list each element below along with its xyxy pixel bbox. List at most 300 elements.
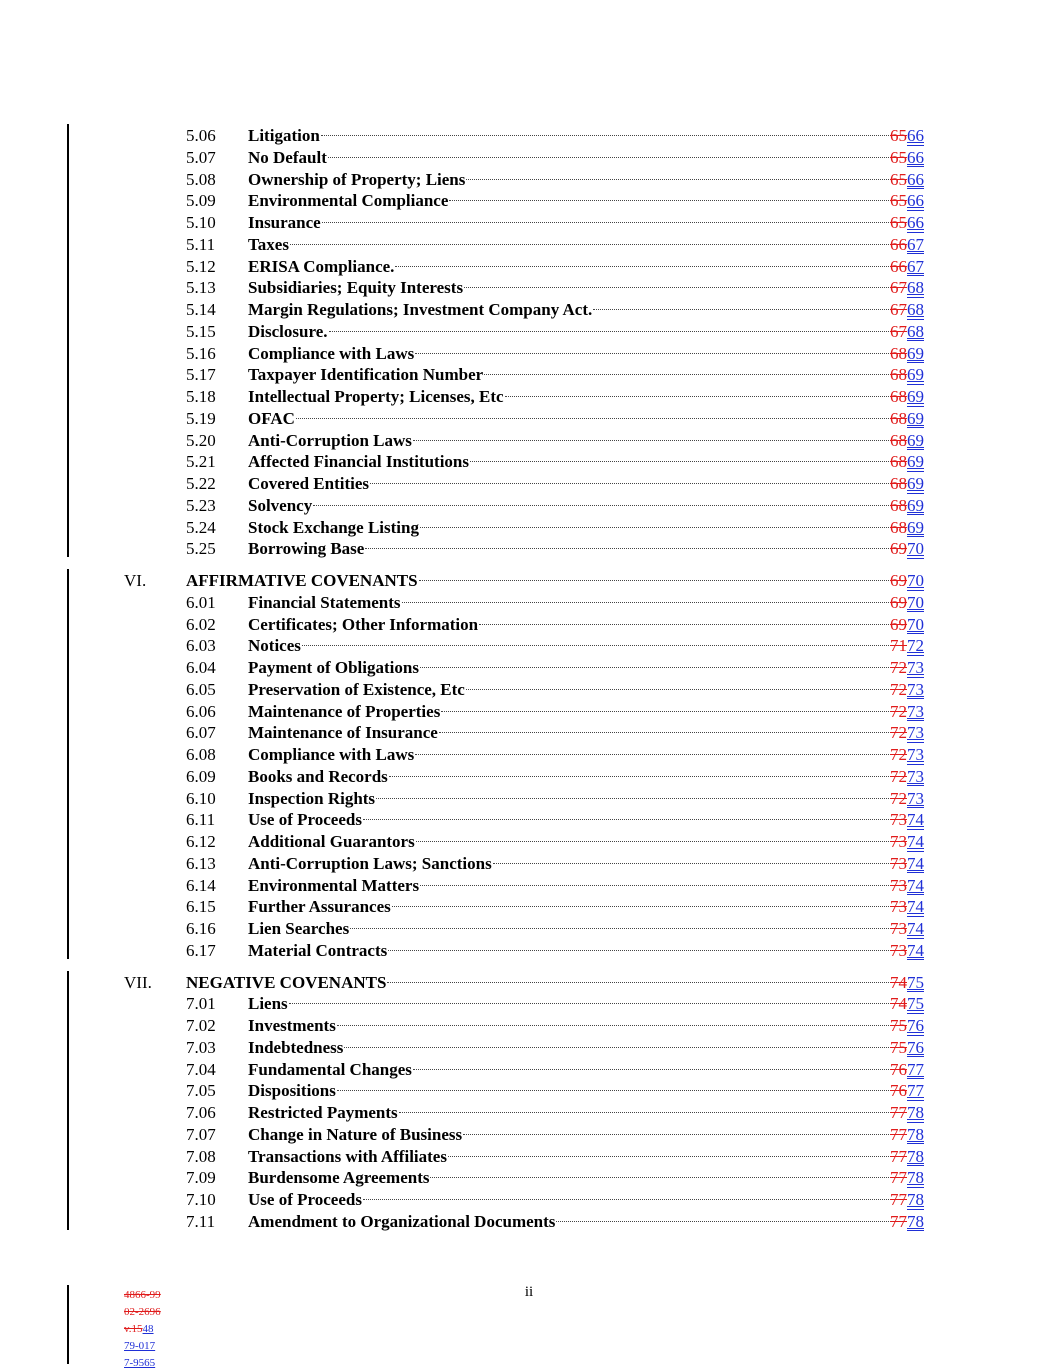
doc-id-inserted-line-2: 79-017: [124, 1340, 156, 1352]
dot-leader: [420, 885, 889, 886]
dot-leader: [290, 244, 889, 245]
dot-leader: [470, 461, 889, 462]
deleted-page-number: 72: [890, 766, 907, 786]
section-number: 6.05: [186, 679, 216, 699]
section-number: 7.07: [186, 1124, 216, 1144]
inserted-page-number[interactable]: 66: [907, 191, 924, 211]
inserted-page-number[interactable]: 73: [907, 788, 924, 808]
dot-leader: [464, 287, 889, 288]
section-number: 6.08: [186, 745, 216, 764]
section-number: 6.01: [186, 592, 216, 612]
page-reference: [890, 125, 924, 146]
entry-leader-line: [248, 256, 924, 277]
toc-entry[interactable]: [0, 1189, 1055, 1210]
toc-entry[interactable]: [0, 451, 1055, 472]
section-number: 5.11: [186, 234, 216, 254]
page-reference: [890, 853, 924, 874]
dot-leader: [430, 1177, 889, 1178]
inserted-page-number[interactable]: 68: [907, 278, 924, 298]
entry-leader-line: [186, 570, 924, 591]
section-number: 5.13: [186, 278, 216, 298]
deleted-page-number: 75: [890, 1037, 907, 1057]
toc-entry[interactable]: [0, 125, 1055, 146]
page-reference: [890, 972, 924, 993]
dot-leader: [289, 1003, 889, 1004]
deleted-page-number: 68: [890, 474, 907, 493]
deleted-page-number: 67: [890, 300, 907, 319]
dot-leader: [344, 1047, 889, 1048]
dot-leader: [413, 1069, 889, 1070]
inserted-page-number[interactable]: 67: [907, 256, 924, 276]
section-title: Investments: [248, 1016, 336, 1035]
section-title: Amendment to Organizational Documents: [248, 1211, 556, 1231]
deleted-page-number: 65: [890, 126, 907, 145]
inserted-page-number[interactable]: 77: [907, 1081, 924, 1101]
entry-leader-line: [248, 277, 924, 298]
section-number: 5.08: [186, 169, 216, 189]
page-reference: [890, 451, 924, 472]
deleted-page-number: 73: [890, 810, 907, 830]
dot-leader: [463, 1134, 889, 1135]
dot-leader: [439, 732, 889, 733]
entry-leader-line: [248, 1080, 924, 1101]
inserted-page-number[interactable]: 73: [907, 766, 924, 786]
toc-entry[interactable]: [0, 657, 1055, 678]
section-title: Litigation: [248, 126, 320, 145]
toc-article-heading[interactable]: [0, 570, 1055, 591]
deleted-page-number: 69: [890, 571, 907, 590]
toc-entry[interactable]: [0, 364, 1055, 385]
entry-leader-line: [248, 538, 924, 559]
toc-entry[interactable]: [0, 234, 1055, 255]
deleted-page-number: 68: [890, 452, 907, 472]
section-number: 5.21: [186, 452, 216, 472]
dot-leader: [413, 440, 889, 441]
entry-leader-line: [248, 1102, 924, 1123]
dot-leader: [350, 928, 889, 929]
page-number: ii: [524, 1284, 534, 1300]
inserted-page-number[interactable]: 78: [907, 1211, 924, 1231]
section-title: Fundamental Changes: [248, 1059, 412, 1079]
inserted-page-number[interactable]: 75: [907, 994, 924, 1014]
page-reference: [890, 875, 924, 896]
page-reference: [890, 343, 924, 364]
section-number: 5.09: [186, 191, 216, 211]
deleted-page-number: 69: [890, 614, 907, 634]
page-reference: [890, 701, 924, 722]
section-number: 5.19: [186, 408, 216, 428]
inserted-page-number[interactable]: 69: [907, 517, 924, 537]
section-number: 6.07: [186, 723, 216, 743]
page-reference: [890, 147, 924, 168]
dot-leader: [484, 374, 889, 375]
inserted-page-number[interactable]: 70: [907, 592, 924, 612]
toc-entry[interactable]: [0, 592, 1055, 613]
page-reference: [890, 1059, 924, 1080]
inserted-page-number[interactable]: 70: [907, 539, 924, 559]
inserted-page-number[interactable]: 73: [907, 679, 924, 699]
toc-entry[interactable]: [0, 190, 1055, 211]
deleted-page-number: 68: [890, 430, 907, 450]
section-number: 5.18: [186, 387, 216, 406]
section-title: Further Assurances: [248, 897, 391, 917]
inserted-page-number[interactable]: 74: [907, 875, 924, 895]
toc-entry[interactable]: [0, 940, 1055, 961]
page-reference: [890, 1189, 924, 1210]
entry-leader-line: [248, 744, 924, 765]
dot-leader: [392, 906, 889, 907]
section-number: 7.02: [186, 1016, 216, 1035]
toc-entry[interactable]: [0, 614, 1055, 635]
inserted-page-number[interactable]: 67: [907, 234, 924, 254]
section-title: Environmental Compliance: [248, 191, 449, 211]
deleted-page-number: 77: [890, 1124, 907, 1144]
section-number: 6.11: [186, 810, 216, 830]
section-title: Use of Proceeds: [248, 1190, 362, 1209]
section-number: 5.25: [186, 539, 216, 559]
toc-entry[interactable]: [0, 147, 1055, 168]
entry-leader-line: [248, 386, 924, 407]
section-title: Burdensome Agreements: [248, 1168, 430, 1188]
dot-leader: [296, 418, 889, 419]
deleted-page-number: 71: [890, 636, 907, 656]
section-title: Notices: [248, 636, 301, 656]
toc-entry[interactable]: [0, 1015, 1055, 1036]
dot-leader: [402, 602, 889, 603]
toc-entry[interactable]: [0, 1059, 1055, 1080]
section-title: Lien Searches: [248, 919, 350, 938]
doc-id-deleted-line-2: 02-2696: [124, 1306, 161, 1318]
section-title: Material Contracts: [248, 940, 388, 960]
page-reference: [890, 896, 924, 917]
page-reference: [890, 744, 924, 765]
section-number: 7.11: [186, 1211, 216, 1231]
toc-entry[interactable]: [0, 809, 1055, 830]
section-title: Environmental Matters: [248, 875, 420, 895]
deleted-page-number: 76: [890, 1059, 907, 1079]
toc-entry[interactable]: [0, 875, 1055, 896]
page-reference: [890, 1037, 924, 1058]
section-number: 5.15: [186, 321, 216, 341]
toc-entry[interactable]: [0, 277, 1055, 298]
toc-entry[interactable]: [0, 722, 1055, 743]
entry-leader-line: [248, 1037, 924, 1058]
dot-leader: [302, 645, 889, 646]
section-number: 6.12: [186, 832, 216, 851]
toc-entry[interactable]: [0, 1124, 1055, 1145]
section-title: Certificates; Other Information: [248, 614, 479, 634]
entry-leader-line: [248, 592, 924, 613]
dot-leader: [466, 179, 889, 180]
page-reference: [890, 495, 924, 516]
dot-leader: [389, 776, 889, 777]
page-reference: [890, 408, 924, 429]
toc-entry[interactable]: [0, 256, 1055, 277]
section-title: Taxes: [248, 234, 289, 254]
inserted-page-number[interactable]: 70: [907, 571, 924, 590]
entry-leader-line: [248, 896, 924, 917]
dot-leader: [448, 1156, 889, 1157]
toc-article-heading[interactable]: [0, 972, 1055, 993]
inserted-page-number[interactable]: 69: [907, 452, 924, 472]
deleted-page-number: 67: [890, 321, 907, 341]
inserted-page-number[interactable]: 69: [907, 495, 924, 515]
inserted-page-number[interactable]: 73: [907, 723, 924, 743]
deleted-page-number: 69: [890, 539, 907, 559]
section-number: 6.03: [186, 636, 216, 656]
entry-leader-line: [248, 125, 924, 146]
section-number: 6.09: [186, 766, 216, 786]
inserted-page-number[interactable]: 68: [907, 321, 924, 341]
inserted-page-number[interactable]: 74: [907, 832, 924, 851]
inserted-page-number[interactable]: 74: [907, 897, 924, 917]
deleted-page-number: 72: [890, 701, 907, 721]
document-id: [124, 1287, 161, 1372]
toc-entry[interactable]: [0, 473, 1055, 494]
section-title: Change in Nature of Business: [248, 1124, 463, 1144]
deleted-page-number: 72: [890, 658, 907, 677]
page-reference: [890, 831, 924, 852]
toc-entry[interactable]: [0, 1211, 1055, 1232]
deleted-page-number: 66: [890, 256, 907, 276]
section-number: 5.17: [186, 365, 216, 385]
page-reference: [890, 386, 924, 407]
entry-leader-line: [248, 343, 924, 364]
toc-entry[interactable]: [0, 918, 1055, 939]
toc-entry[interactable]: [0, 299, 1055, 320]
entry-leader-line: [248, 212, 924, 233]
entry-leader-line: [248, 1189, 924, 1210]
deleted-page-number: 65: [890, 169, 907, 189]
entry-leader-line: [248, 1146, 924, 1167]
toc-entry[interactable]: [0, 517, 1055, 538]
page-reference: [890, 1080, 924, 1101]
toc-entry[interactable]: [0, 766, 1055, 787]
toc-entry[interactable]: [0, 701, 1055, 722]
section-title: Intellectual Property; Licenses, Etc: [248, 387, 504, 406]
section-title: Compliance with Laws: [248, 745, 415, 764]
entry-leader-line: [248, 788, 924, 809]
section-number: 7.10: [186, 1190, 216, 1209]
entry-leader-line: [248, 408, 924, 429]
dot-leader: [415, 754, 889, 755]
entry-leader-line: [248, 299, 924, 320]
inserted-page-number[interactable]: 74: [907, 810, 924, 830]
section-title: Stock Exchange Listing: [248, 517, 419, 537]
toc-entry[interactable]: [0, 993, 1055, 1014]
toc-entry[interactable]: [0, 788, 1055, 809]
section-number: 6.06: [186, 701, 216, 721]
dot-leader: [420, 667, 889, 668]
page-reference: [890, 918, 924, 939]
inserted-page-number[interactable]: 69: [907, 343, 924, 363]
page-reference: [890, 321, 924, 342]
inserted-page-number[interactable]: 76: [907, 1016, 924, 1035]
page-reference: [890, 657, 924, 678]
entry-leader-line: [248, 234, 924, 255]
section-title: Solvency: [248, 495, 313, 515]
toc-entry[interactable]: [0, 1080, 1055, 1101]
section-title: Financial Statements: [248, 592, 401, 612]
section-title: Compliance with Laws: [248, 343, 415, 363]
deleted-page-number: 68: [890, 495, 907, 515]
toc-entry[interactable]: [0, 430, 1055, 451]
section-title: ERISA Compliance.: [248, 256, 395, 276]
inserted-page-number[interactable]: 73: [907, 701, 924, 721]
deleted-page-number: 77: [890, 1211, 907, 1231]
inserted-page-number[interactable]: 72: [907, 636, 924, 656]
page-reference: [890, 679, 924, 700]
article-title: NEGATIVE COVENANTS: [186, 972, 387, 992]
inserted-page-number[interactable]: 66: [907, 213, 924, 232]
toc-entry[interactable]: [0, 1037, 1055, 1058]
inserted-page-number[interactable]: 66: [907, 169, 924, 189]
inserted-page-number[interactable]: 78: [907, 1146, 924, 1166]
deleted-page-number: 76: [890, 1081, 907, 1101]
inserted-page-number[interactable]: 78: [907, 1124, 924, 1144]
section-number: 6.14: [186, 875, 216, 895]
dot-leader: [505, 396, 889, 397]
dot-leader: [376, 798, 889, 799]
deleted-page-number: 75: [890, 1016, 907, 1035]
section-number: 5.12: [186, 256, 216, 276]
doc-id-inserted-line-3: 7-9565: [124, 1357, 156, 1369]
entry-leader-line: [248, 169, 924, 190]
section-title: Liens: [248, 994, 288, 1014]
toc-entry[interactable]: [0, 321, 1055, 342]
page-reference: [890, 993, 924, 1014]
entry-leader-line: [248, 831, 924, 852]
dot-leader: [441, 711, 889, 712]
entry-leader-line: [248, 430, 924, 451]
inserted-page-number[interactable]: 78: [907, 1190, 924, 1209]
section-title: Preservation of Existence, Etc: [248, 679, 465, 699]
inserted-page-number[interactable]: 73: [907, 658, 924, 677]
inserted-page-number[interactable]: 69: [907, 387, 924, 406]
inserted-page-number[interactable]: 68: [907, 300, 924, 319]
inserted-page-number[interactable]: 70: [907, 614, 924, 634]
toc-entry[interactable]: [0, 1102, 1055, 1123]
toc-entry[interactable]: [0, 896, 1055, 917]
entry-leader-line: [248, 635, 924, 656]
dot-leader: [399, 1112, 889, 1113]
deleted-page-number: 73: [890, 940, 907, 960]
page-reference: [890, 430, 924, 451]
toc-entry[interactable]: [0, 853, 1055, 874]
toc-entry[interactable]: [0, 408, 1055, 429]
deleted-page-number: 73: [890, 875, 907, 895]
deleted-page-number: 68: [890, 343, 907, 363]
section-number: 7.03: [186, 1037, 216, 1057]
toc-entry[interactable]: [0, 744, 1055, 765]
section-number: 7.09: [186, 1168, 216, 1188]
inserted-page-number[interactable]: 66: [907, 147, 924, 167]
section-number: 6.13: [186, 853, 216, 873]
dot-leader: [416, 841, 889, 842]
section-title: Anti-Corruption Laws: [248, 430, 412, 450]
toc-entry[interactable]: [0, 495, 1055, 516]
page-reference: [890, 1124, 924, 1145]
inserted-page-number[interactable]: 74: [907, 919, 924, 938]
inserted-page-number[interactable]: 69: [907, 365, 924, 385]
dot-leader: [479, 624, 889, 625]
deleted-page-number: 74: [890, 972, 907, 992]
inserted-page-number[interactable]: 69: [907, 474, 924, 493]
deleted-page-number: 72: [890, 788, 907, 808]
inserted-page-number[interactable]: 76: [907, 1037, 924, 1057]
page-reference: [890, 1167, 924, 1188]
page-reference: [890, 635, 924, 656]
inserted-page-number[interactable]: 69: [907, 430, 924, 450]
inserted-page-number[interactable]: 77: [907, 1059, 924, 1079]
dot-leader: [370, 483, 889, 484]
page-reference: [890, 940, 924, 961]
toc-entry[interactable]: [0, 679, 1055, 700]
deleted-page-number: 68: [890, 408, 907, 428]
dot-leader: [322, 222, 889, 223]
page-reference: [890, 1211, 924, 1232]
toc-entry[interactable]: [0, 343, 1055, 364]
page-reference: [890, 809, 924, 830]
dot-leader: [388, 950, 889, 951]
toc-entry[interactable]: [0, 212, 1055, 233]
section-title: No Default: [248, 147, 327, 167]
inserted-page-number[interactable]: 75: [907, 972, 924, 992]
toc-entry[interactable]: [0, 1167, 1055, 1188]
entry-leader-line: [248, 875, 924, 896]
inserted-page-number[interactable]: 69: [907, 408, 924, 428]
entry-leader-line: [248, 701, 924, 722]
toc-entry[interactable]: [0, 538, 1055, 559]
deleted-page-number: 77: [890, 1103, 907, 1122]
section-number: 6.10: [186, 788, 216, 808]
inserted-page-number[interactable]: 74: [907, 940, 924, 960]
entry-leader-line: [248, 321, 924, 342]
page-reference: [890, 212, 924, 233]
section-title: Borrowing Base: [248, 539, 365, 559]
toc-entry[interactable]: [0, 831, 1055, 852]
page-reference: [890, 169, 924, 190]
entry-leader-line: [248, 364, 924, 385]
entry-leader-line: [248, 1059, 924, 1080]
page-reference: [890, 1146, 924, 1167]
page-reference: [890, 614, 924, 635]
page-reference: [890, 788, 924, 809]
doc-id-deleted-line-1: 4866-99: [124, 1289, 161, 1301]
inserted-page-number[interactable]: 78: [907, 1168, 924, 1188]
inserted-page-number[interactable]: 73: [907, 745, 924, 764]
entry-leader-line: [248, 853, 924, 874]
inserted-page-number[interactable]: 66: [907, 126, 924, 145]
section-number: 6.04: [186, 658, 216, 677]
deleted-page-number: 68: [890, 365, 907, 385]
toc-entry[interactable]: [0, 169, 1055, 190]
toc-entry[interactable]: [0, 1146, 1055, 1167]
entry-leader-line: [248, 809, 924, 830]
page-reference: [890, 256, 924, 277]
entry-leader-line: [248, 495, 924, 516]
inserted-page-number[interactable]: 74: [907, 853, 924, 873]
inserted-page-number[interactable]: 78: [907, 1103, 924, 1122]
toc-entry[interactable]: [0, 635, 1055, 656]
section-title: Affected Financial Institutions: [248, 452, 469, 472]
toc-entry[interactable]: [0, 386, 1055, 407]
dot-leader: [363, 1199, 889, 1200]
dot-leader: [363, 819, 889, 820]
entry-leader-line: [248, 1015, 924, 1036]
section-title: Subsidiaries; Equity Interests: [248, 278, 464, 298]
section-title: Maintenance of Insurance: [248, 723, 438, 743]
